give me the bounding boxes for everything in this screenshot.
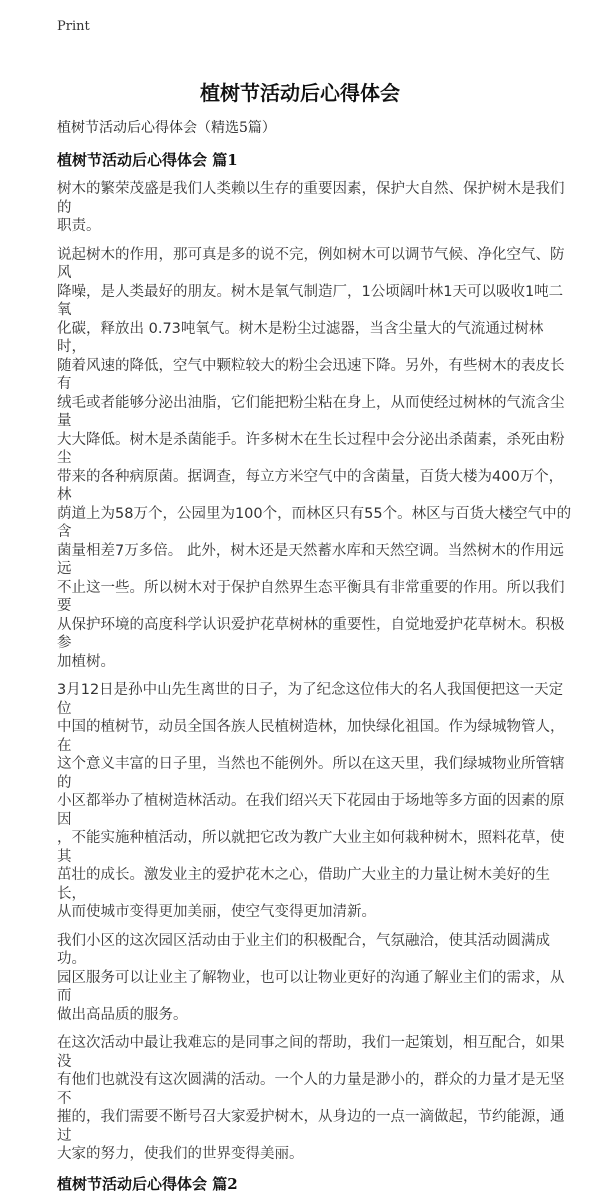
paragraph-line: 带来的各种病原菌。据调查，每立方米空气中的含菌量，百货大楼为400万个，林 [57,468,564,503]
paragraph-line: 茁壮的成长。激发业主的爱护花木之心，借助广大业主的力量让树木美好的生长， [57,867,550,902]
paragraph-line: 随着风速的降低，空气中颗粒较大的粉尘会迅速下降。另外，有些树木的表皮长有 [57,357,565,392]
paragraph-line: 荫道上为58万个，公园里为100个，而林区只有55个。林区与百货大楼空气中的含 [57,505,572,540]
paragraph-line: 小区都举办了植树造林活动。在我们绍兴天下花园由于场地等多方面的因素的原因 [57,793,565,828]
paragraph [57,180,572,236]
paragraph-line: 这个意义丰富的日子里，当然也不能例外。所以在这天里，我们绿城物业所管辖的 [57,756,565,791]
paragraph-line: 大大降低。树木是杀菌能手。许多树木在生长过程中会分泌出杀菌素，杀死由粉尘 [57,431,565,466]
paragraph-line: 不止这一些。所以树木对于保护自然界生态平衡具有非常重要的作用。所以我们要 [57,579,565,614]
paragraph-line: 摧的，我们需要不断号召大家爱护树木，从身边的一点一滴做起，节约能源，通过 [57,1109,565,1144]
paragraph-line: 说起树木的作用，那可真是多的说不完，例如树木可以调节气候、净化空气、防风 [57,246,565,281]
paragraph [57,246,572,672]
paragraph-line: 在这次活动中最让我难忘的是同事之间的帮助，我们一起策划，相互配合，如果没 [57,1035,565,1070]
page-title: 植树节活动后心得体会 [200,81,400,105]
paragraph-line: 降噪，是人类最好的朋友。树木是氧气制造厂，1公顷阔叶林1天可以吸收1吨二氧 [57,283,564,318]
paragraph-line: 树木的繁荣茂盛是我们人类赖以生存的重要因素，保护大自然、保护树木是我们的 [57,181,565,216]
paragraph-line: 职责。 [57,218,101,234]
paragraph-line: 大家的努力，使我们的世界变得美丽。 [57,1146,304,1162]
paragraph-line: 从而使城市变得更加美丽，使空气变得更加清新。 [57,904,376,920]
paragraph-line: 有他们也就没有这次圆满的活动。一个人的力量是渺小的，群众的力量才是无坚不 [57,1072,565,1107]
paragraph-line: 我们小区的这次园区活动由于业主们的积极配合，气氛融洽，使其活动圆满成功。 [57,932,550,967]
paragraph-line: ，不能实施种植活动，所以就把它改为教广大业主如何栽种树木，照料花草，使其 [57,830,565,865]
section-heading-1: 植树节活动后心得体会 篇1 [57,151,238,169]
paragraph [57,1034,572,1164]
paragraph-line: 化碳，释放出 0.73吨氧气。树木是粉尘过滤器，当含尘量大的气流通过树林时， [57,320,544,355]
paragraph-line: 加植树。 [57,653,115,670]
section-heading-2: 植树节活动后心得体会 篇2 [57,1174,238,1193]
paragraph-line: 做出高品质的服务。 [57,1006,188,1023]
paragraph-line: 从保护环境的高度科学认识爱护花草树林的重要性，自觉地爱护花草树木。积极参 [57,616,565,651]
subtitle: 植树节活动后心得体会（精选5篇） [57,120,276,136]
print-link[interactable]: Print [57,19,90,34]
paragraph [57,932,572,1025]
paragraph [57,681,572,922]
paragraph-line: 3月12日是孙中山先生离世的日子，为了纪念这位伟大的名人我国便把这一天定位 [57,682,564,717]
paragraph-line: 菌量相差7万多倍。 此外，树木还是天然蓄水库和天然空调。当然树木的作用远远 [57,542,564,577]
paragraph-line: 园区服务可以让业主了解物业，也可以让物业更好的沟通了解业主们的需求，从而 [57,969,565,1004]
paragraph-line: 绒毛或者能够分泌出油脂，它们能把粉尘粘在身上，从而使经过树林的气流含尘量 [57,394,565,429]
paragraph-line: 中国的植树节，动员全国各族人民植树造林，加快绿化祖国。作为绿城物管人，在 [57,719,565,754]
